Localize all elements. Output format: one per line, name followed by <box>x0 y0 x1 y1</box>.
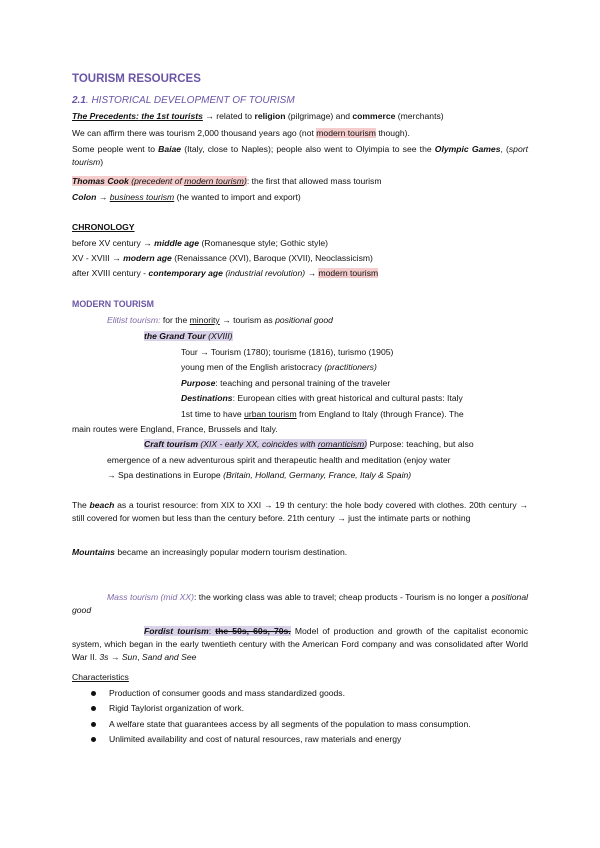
chronology-heading: CHRONOLOGY <box>72 222 135 232</box>
fordist-paragraph: Fordist tourism: the 50s, 60s, 70s. Model of production and growth of the capitalist economic system, which began in the early twentieth century with the American Ford company and was consolidated after World War II. 3s → Sun, Sand and See <box>72 626 529 662</box>
bullet-icon <box>91 737 96 742</box>
mass-tourism-paragraph: Mass tourism (mid XX): the working class was able to travel; cheap products - Tourism is no longer a positional good <box>72 592 529 615</box>
precedents-line: The Precedents: the 1st tourists → related to religion (pilgrimage) and commerce (merchants) <box>72 111 444 121</box>
bullet-icon <box>91 722 96 727</box>
colon-line: Colon → business tourism (he wanted to import and export) <box>72 192 301 202</box>
bullet-icon <box>91 691 96 696</box>
grand-tour-line: the Grand Tour (XVIII) <box>144 331 233 341</box>
destinations-line: Destinations: European cities with great historical and cultural pasts: Italy <box>181 393 463 403</box>
section-subtitle: 2.1. HISTORICAL DEVELOPMENT OF TOURISM <box>72 95 295 106</box>
elitist-tourism-line: Elitist tourism: for the minority → tourism as positional good <box>107 315 333 325</box>
spa-destinations-line: → Spa destinations in Europe (Britain, Holland, Germany, France, Italy & Spain) <box>107 470 412 480</box>
bullet-icon <box>91 706 96 711</box>
baiae-paragraph: Some people went to Baiae (Italy, close to Naples); people also went to Olyimpia to see the Olympic Games, (sport tourism) <box>72 144 528 167</box>
craft-tourism-line: Craft tourism (XIX - early XX, coincides with romanticism) Purpose: teaching, but also <box>144 439 474 449</box>
characteristics-list <box>72 687 528 749</box>
beach-paragraph: The beach as a tourist resource: from XIX to XXI → 19 th century: the hole body covered with clothes. 20th century → still covered for women but less than the century before. 21th century → just the intimate parts or nothing <box>72 500 528 523</box>
tour-etymology-line: Tour → Tourism (1780); tourisme (1816), turismo (1905) <box>181 347 394 357</box>
practitioners-line: young men of the English aristocracy (practitioners) <box>181 362 377 372</box>
list-item: A welfare state that guarantees access by all segments of the population to mass consumption. <box>72 718 528 731</box>
tourism-2000-years-line: We can affirm there was tourism 2,000 thousand years ago (not modern tourism though). <box>72 128 410 138</box>
craft-emergence-line: emergence of a new adventurous spirit and therapeutic health and meditation (enjoy water <box>107 455 451 465</box>
modern-tourism-heading: MODERN TOURISM <box>72 299 154 309</box>
urban-tourism-line: 1st time to have urban tourism from England to Italy (through France). The <box>181 409 464 419</box>
characteristics-heading: Characteristics <box>72 672 129 682</box>
main-routes-line: main routes were England, France, Brussels and Italy. <box>72 424 278 434</box>
chronology-modern-age: XV - XVIII → modern age (Renaissance (XVI), Baroque (XVII), Neoclassicism) <box>72 253 373 263</box>
chronology-contemporary-age: after XVIII century - contemporary age (industrial revolution) → modern tourism <box>72 268 379 278</box>
chronology-middle-age: before XV century → middle age (Romanesque style; Gothic style) <box>72 238 329 248</box>
thomas-cook-line: Thomas Cook (precedent of modern tourism): the first that allowed mass tourism <box>72 176 382 186</box>
list-item: Production of consumer goods and mass standardized goods. <box>72 687 528 700</box>
page-title: TOURISM RESOURCES <box>72 73 201 85</box>
mountains-line: Mountains became an increasingly popular modern tourism destination. <box>72 547 348 557</box>
purpose-line: Purpose: teaching and personal training of the traveler <box>181 378 391 388</box>
list-item: Rigid Taylorist organization of work. <box>72 702 528 715</box>
list-item: Unlimited availability and cost of natural resources, raw materials and energy <box>72 733 528 746</box>
